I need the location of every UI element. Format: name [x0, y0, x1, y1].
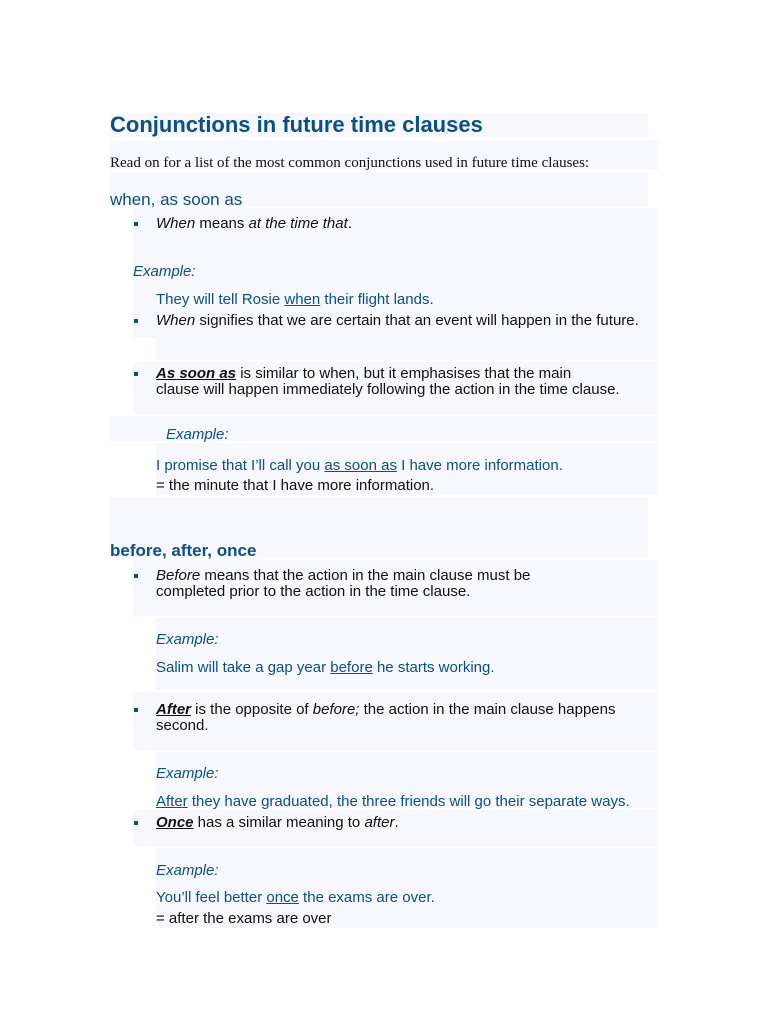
- list-item-when-meaning: [156, 216, 352, 232]
- list-item-before: [156, 568, 530, 600]
- text: is the opposite of: [191, 701, 313, 718]
- example-sentence: [156, 793, 630, 810]
- text: is similar to when, but it emphasises that the main: [236, 365, 572, 382]
- reference: before;: [312, 701, 360, 718]
- text: means: [195, 215, 249, 232]
- text: .: [347, 215, 352, 232]
- example-label: Example:: [133, 263, 196, 280]
- example-label: Example:: [156, 765, 219, 782]
- example-sentence: [156, 291, 434, 308]
- example-sentence: [156, 889, 435, 906]
- example-note: = after the exams are over: [156, 910, 332, 927]
- text: has a similar meaning to: [193, 814, 365, 831]
- list-item-as-soon-as: [156, 366, 620, 398]
- text: .: [394, 814, 399, 831]
- term: Once: [156, 814, 194, 831]
- term: Before: [156, 567, 201, 584]
- text: they have graduated, the three friends will go their separate ways.: [187, 793, 630, 810]
- keyword: After: [156, 793, 188, 810]
- text: signifies that we are certain that an event will happen in the future.: [195, 312, 639, 329]
- bg-block-list2b: [156, 618, 658, 690]
- term: After: [156, 701, 192, 718]
- text: I promise that I’ll call you: [156, 457, 325, 474]
- list-item-once: [156, 815, 399, 831]
- text: You’ll feel better: [156, 889, 267, 906]
- keyword: before: [330, 659, 373, 676]
- text: Salim will take a gap year: [156, 659, 331, 676]
- keyword: when: [284, 291, 321, 308]
- text: means that the action in the main clause must be: [200, 567, 531, 584]
- bullet-marker: [134, 574, 138, 578]
- example-label: Example:: [156, 631, 219, 648]
- text: completed prior to the action in the time clause.: [156, 583, 471, 600]
- bullet-marker: [134, 708, 138, 712]
- example-note: = the minute that I have more information.: [156, 477, 435, 494]
- text: They will tell Rosie: [156, 291, 285, 308]
- bullet-marker: [134, 372, 138, 376]
- bullet-marker: [134, 222, 138, 226]
- keyword: once: [266, 889, 299, 906]
- list-item-when-certainty: [156, 313, 639, 329]
- example-label: Example:: [166, 426, 229, 443]
- text: he starts working.: [372, 659, 495, 676]
- text: the exams are over.: [298, 889, 435, 906]
- bullet-marker: [134, 319, 138, 323]
- text: the action in the main clause happens: [359, 701, 616, 718]
- text: clause will happen immediately following the action in the time clause.: [156, 381, 620, 398]
- example-label: Example:: [156, 862, 219, 879]
- text: second.: [156, 717, 209, 734]
- phrase: at the time that: [248, 215, 348, 232]
- text: I have more information.: [396, 457, 563, 474]
- text: their flight lands.: [320, 291, 434, 308]
- example-sentence: [156, 457, 563, 474]
- section-heading-before: before, after, once: [110, 541, 257, 560]
- intro-text: Read on for a list of the most common conjunctions used in future time clauses:: [110, 155, 590, 171]
- bullet-marker: [134, 821, 138, 825]
- bg-block-list1b: [156, 330, 658, 360]
- example-sentence: [156, 659, 495, 676]
- keyword: as soon as: [324, 457, 397, 474]
- term: When: [156, 215, 196, 232]
- page-title: Conjunctions in future time clauses: [110, 112, 483, 137]
- term: When: [156, 312, 196, 329]
- term: As soon as: [156, 365, 237, 382]
- list-item-after: [156, 702, 615, 734]
- reference: after: [364, 814, 395, 831]
- section-heading-when: when, as soon as: [110, 190, 243, 209]
